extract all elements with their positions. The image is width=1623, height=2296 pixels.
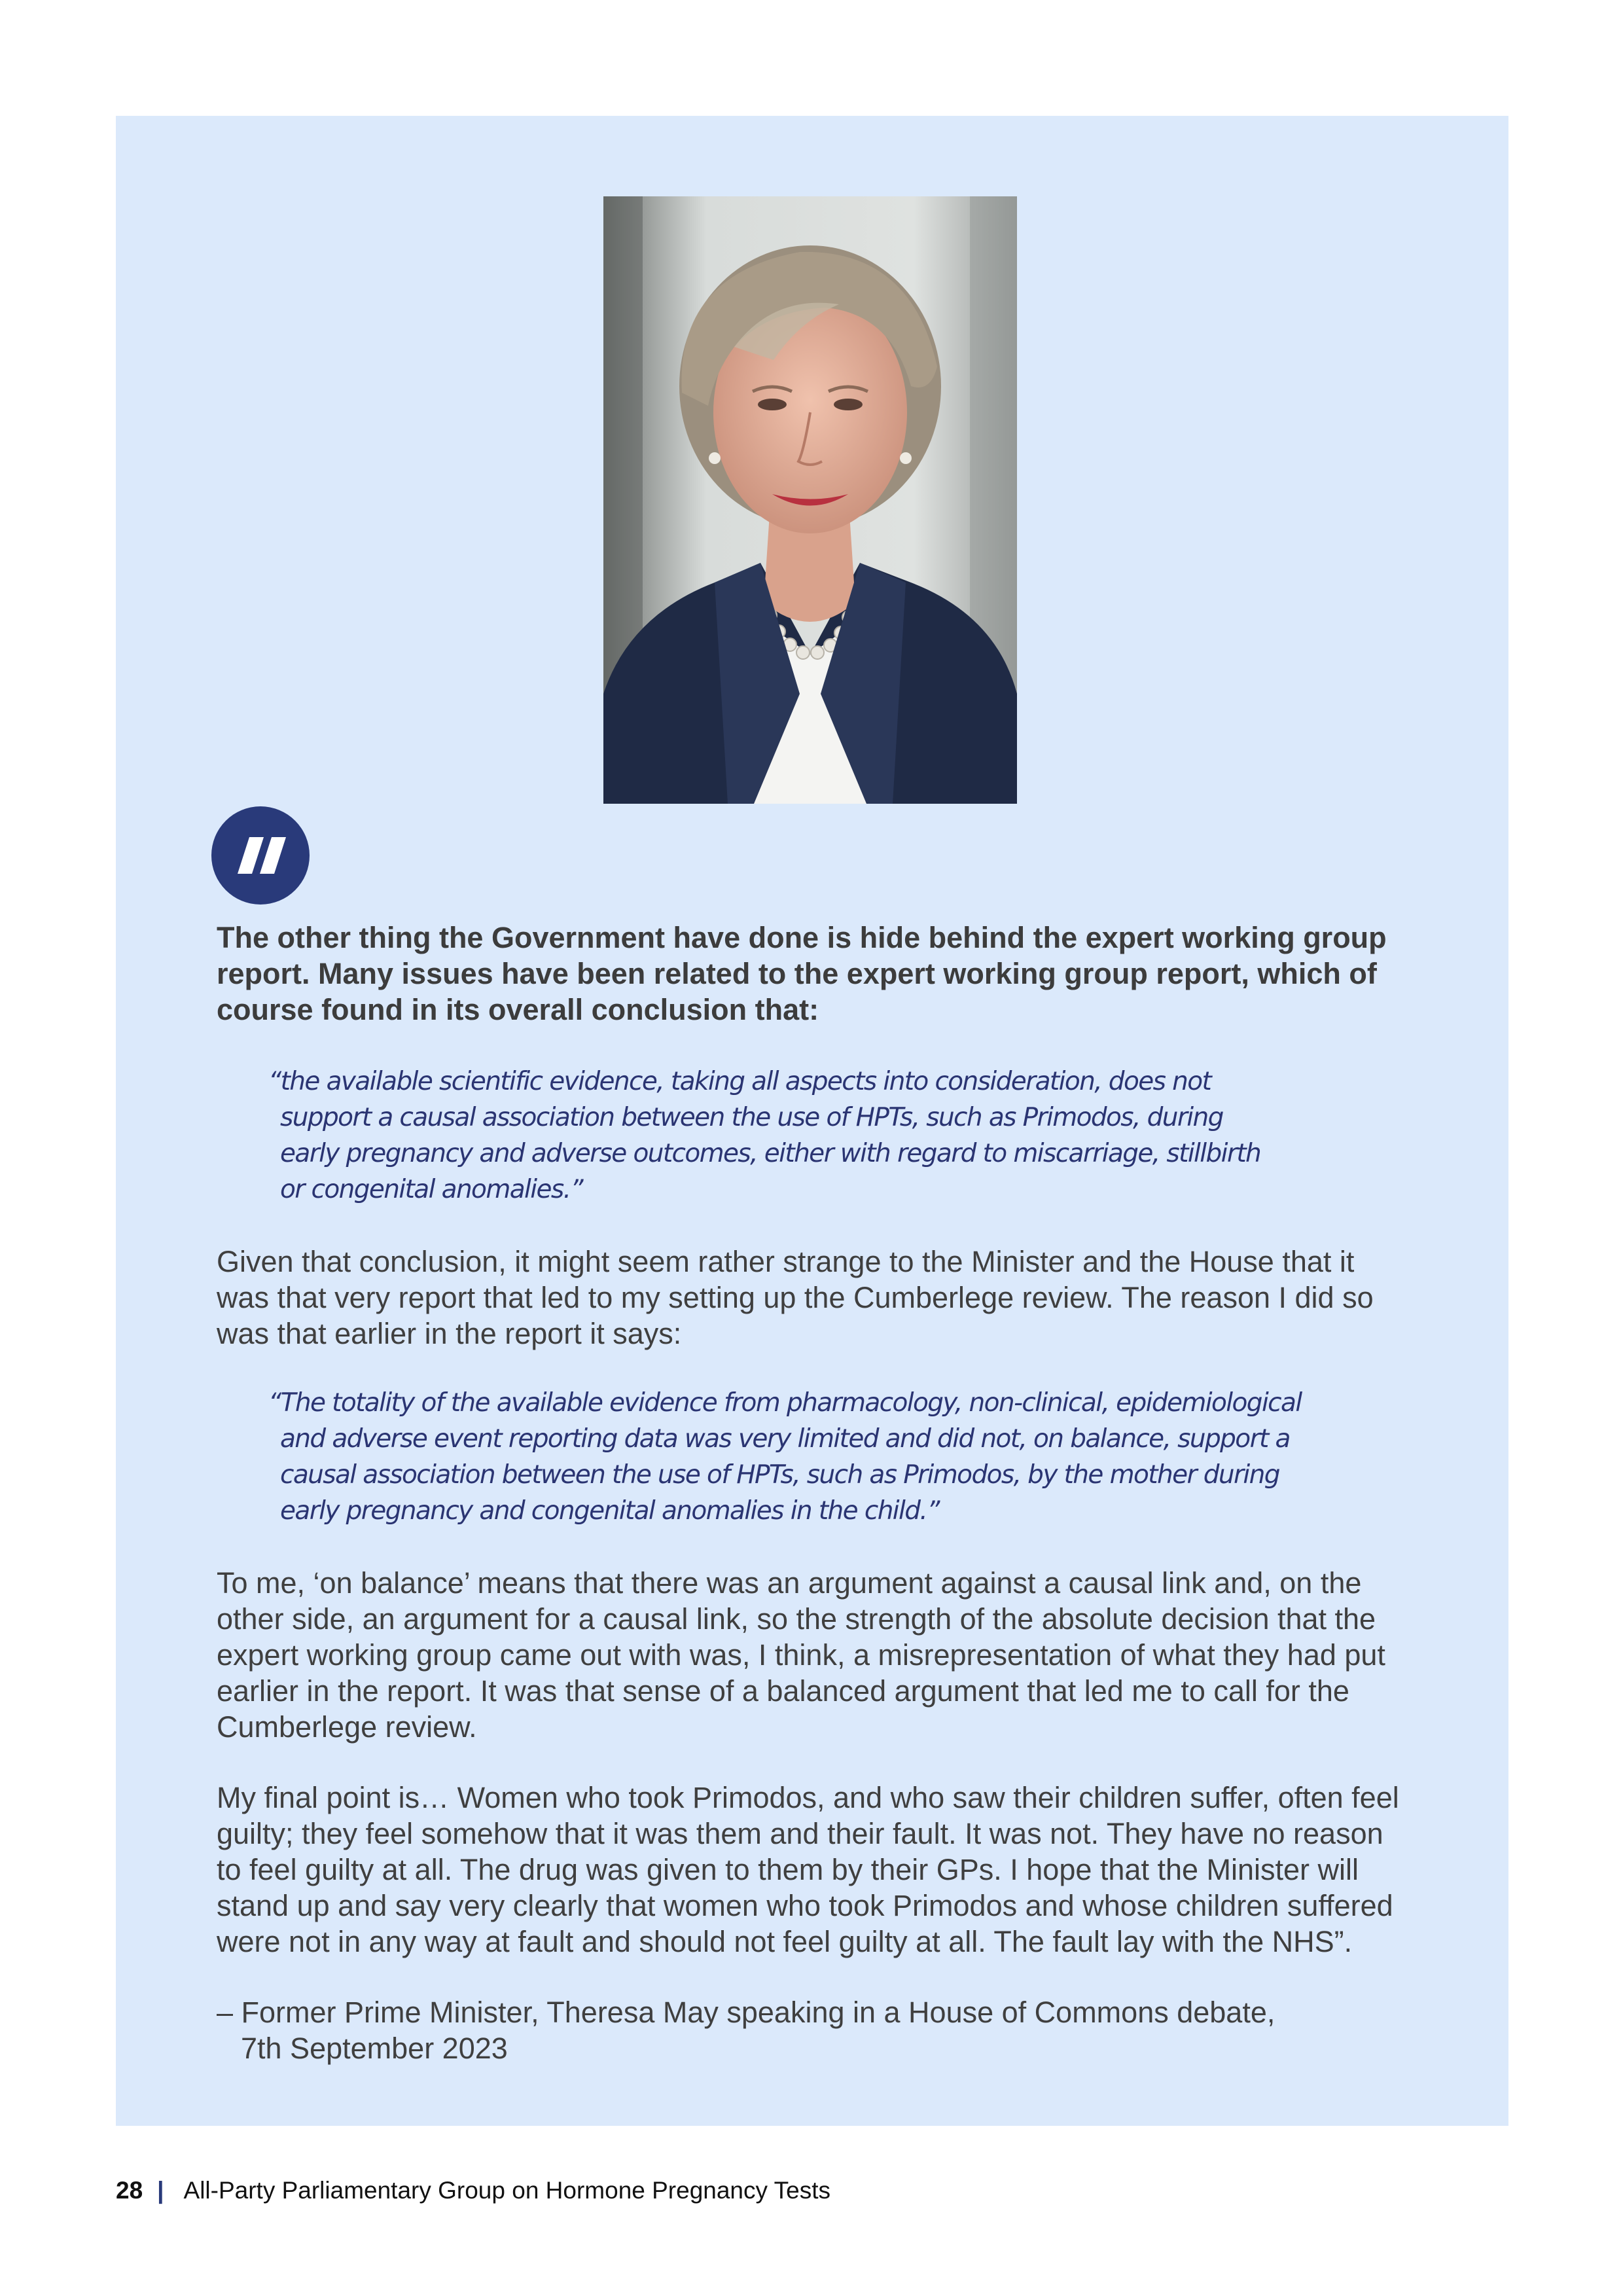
footer-separator: | bbox=[157, 2177, 164, 2204]
portrait-photo bbox=[603, 196, 1017, 804]
quotation-marks-icon bbox=[211, 806, 310, 905]
attribution bbox=[217, 1994, 1408, 2066]
portrait-illustration bbox=[603, 196, 1017, 804]
quote-line: “The totality of the available evidence from pharmacology, non-clinical, epidemiological bbox=[268, 1388, 1302, 1418]
attribution-line-one: – Former Prime Minister, Theresa May speaking in a House of Commons debate, bbox=[217, 1996, 1275, 2029]
quotation-block-two bbox=[268, 1385, 1394, 1529]
quote-line: and adverse event reporting data was very limited and did not, on balance, support a bbox=[280, 1424, 1290, 1454]
publication-title: All-Party Parliamentary Group on Hormone Pregnancy Tests bbox=[183, 2177, 830, 2204]
quote-line: early pregnancy and adverse outcomes, either with regard to miscarriage, stillbirth bbox=[280, 1139, 1261, 1168]
quote-line: support a causal association between the use of HPTs, such as Primodos, during bbox=[280, 1103, 1223, 1132]
lead-paragraph: The other thing the Government have done is hide behind the expert working group report. Many issues have been related to the expert working group report, which of course found in its overall conclusion that: bbox=[217, 921, 1387, 1026]
quote-line: “the available scientific evidence, taking all aspects into consideration, does not bbox=[268, 1067, 1211, 1096]
quote-line: or congenital anomalies.” bbox=[280, 1175, 582, 1204]
quotation-block-one bbox=[268, 1064, 1394, 1208]
body-paragraph-one: Given that conclusion, it might seem rather strange to the Minister and the House that it was that very report that led to my setting up the Cumberlege review. The reason I did so was that earlier in the report it says: bbox=[217, 1245, 1374, 1350]
quote-line: early pregnancy and congenital anomalies in the child.” bbox=[280, 1496, 939, 1526]
page-number: 28 bbox=[116, 2177, 143, 2204]
quote-line: causal association between the use of HPTs, such as Primodos, by the mother during bbox=[280, 1460, 1279, 1490]
attribution-date: 7th September 2023 bbox=[241, 2032, 508, 2065]
page-footer bbox=[116, 2177, 830, 2204]
body-paragraph-two: To me, ‘on balance’ means that there was an argument against a causal link and, on the other side, an argument for a causal link, so the strength of the absolute decision that the expert working group came out with was, I think, a misrepresentation of what they had put earlier in the report. It was that sense of a balanced argument that led me to call for the Cumberlege review. bbox=[217, 1566, 1385, 1744]
body-paragraph-three: My final point is… Women who took Primodos, and who saw their children suffer, often feel guilty; they feel somehow that it was them and their fault. It was not. They have no reason to feel guilty at all. The drug was given to them by their GPs. I hope that the Minister will stand up and say very clearly that women who took Primodos and whose children suffered were not in any way at fault and should not feel guilty at all. The fault lay with the NHS”. bbox=[217, 1781, 1399, 1958]
